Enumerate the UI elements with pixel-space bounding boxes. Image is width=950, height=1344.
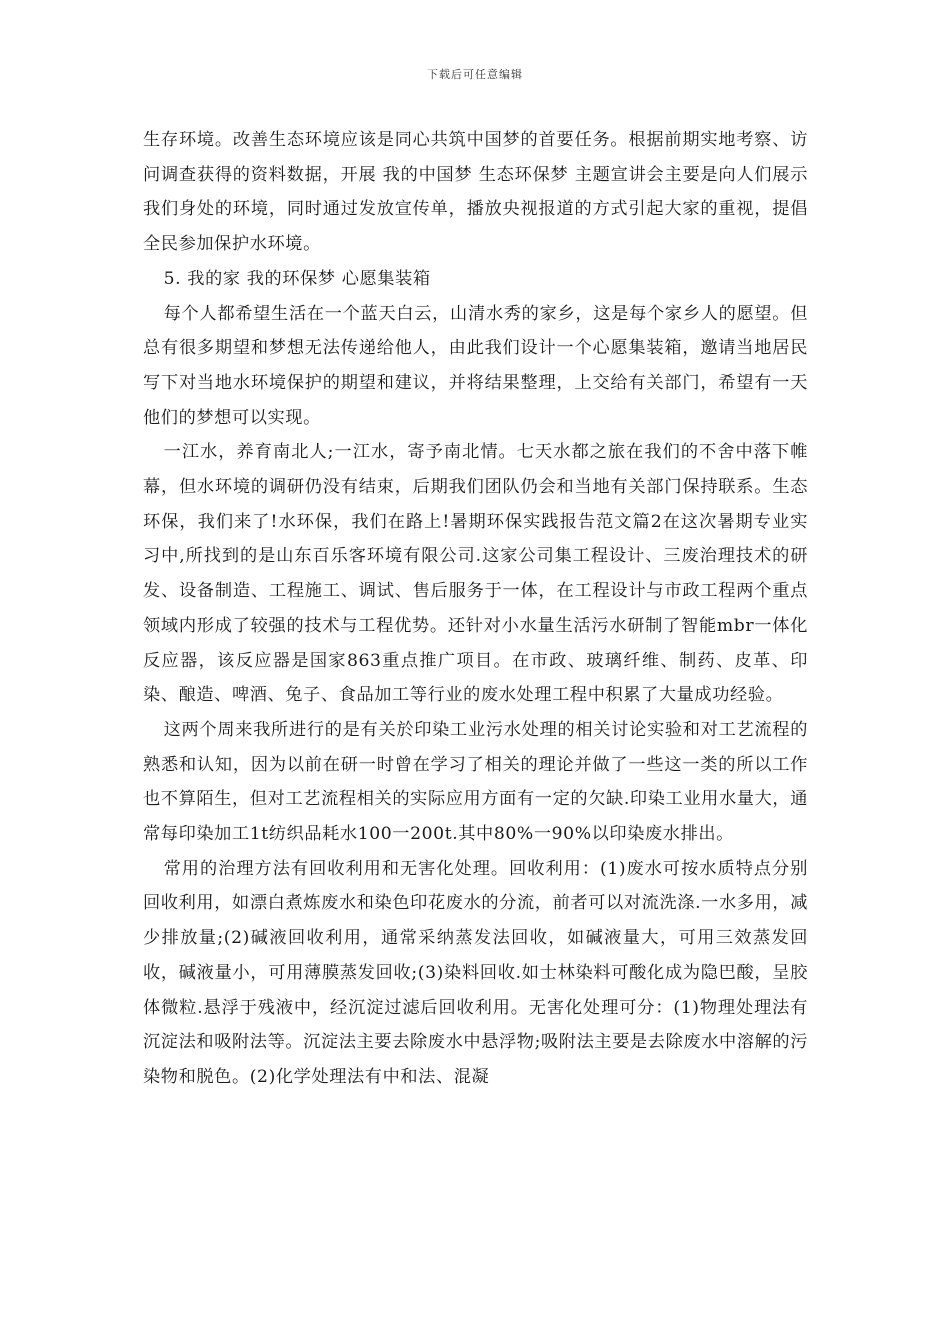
section-heading-5: 5. 我的家 我的环保梦 心愿集装箱: [163, 268, 431, 289]
paragraph-2: 每个人都希望生活在一个蓝天白云，山清水秀的家乡，这是每个家乡人的愿望。但总有很多期望和梦想无法传递给他人，由此我们设计一个心愿集装箱，邀请当地居民写下对当地水环境保护的期望和建议，并将结果整理，上交给有关部门，希望有一天他们的梦想可以实现。: [143, 303, 808, 428]
paragraph-3: 一江水，养育南北人;一江水，寄予南北情。七天水都之旅在我们的不舍中落下帷幕，但水环境的调研仍没有结束，后期我们团队仍会和当地有关部门保持联系。生态环保，我们来了!水环保，我们在路上!暑期环保实践报告范文篇2在这次暑期专业实习中,所找到的是山东百乐客环境有限公司.这家公司集工程设计、三废治理技术的研发、设备制造、工程施工、调试、售后服务于一体，在工程设计与市政工程两个重点领域内形成了较强的技术与工程优势。还针对小水量生活污水研制了智能mbr一体化反应器，该反应器是国家863重点推广项目。在市政、玻璃纤维、制药、皮革、印染、酿造、啤酒、兔子、食品加工等行业的废水处理工程中积累了大量成功经验。: [143, 442, 808, 706]
paragraph-5: 常用的治理方法有回收利用和无害化处理。回收利用：(1)废水可按水质特点分别回收利用，如漂白煮炼废水和染色印花废水的分流，前者可以对流洗涤.一水多用，减少排放量;(2)碱液回收利用，通常采纳蒸发法回收，如碱液量大，可用三效蒸发回收，碱液量小，可用薄膜蒸发回收;(3)染料回收.如士林染料可酸化成为隐巴酸，呈胶体微粒.悬浮于残液中，经沉淀过滤后回收利用。无害化处理可分：(1)物理处理法有沉淀法和吸附法等。沉淀法主要去除废水中悬浮物;吸附法主要是去除废水中溶解的污染物和脱色。(2)化学处理法有中和法、混凝: [143, 858, 808, 1087]
document-body: [143, 123, 808, 1095]
page-header: 下载后可任意编辑: [427, 68, 523, 81]
paragraph-4: 这两个周来我所进行的是有关於印染工业污水处理的相关讨论实验和对工艺流程的熟悉和认知，因为以前在研一时曾在学习了相关的理论并做了一些这一类的所以工作也不算陌生，但对工艺流程相关的实际应用方面有一定的欠缺.印染工业用水量大，通常每印染加工1t纺织品耗水100一200t.其中80%一90%以印染废水排出。: [143, 719, 808, 845]
paragraph-1: 生存环境。改善生态环境应该是同心共筑中国梦的首要任务。根据前期实地考察、访问调查获得的资料数据，开展 我的中国梦 生态环保梦 主题宣讲会主要是向人们展示我们身处的环境，同时通过发放宣传单，播放央视报道的方式引起大家的重视，提倡全民参加保护水环境。: [143, 130, 808, 255]
